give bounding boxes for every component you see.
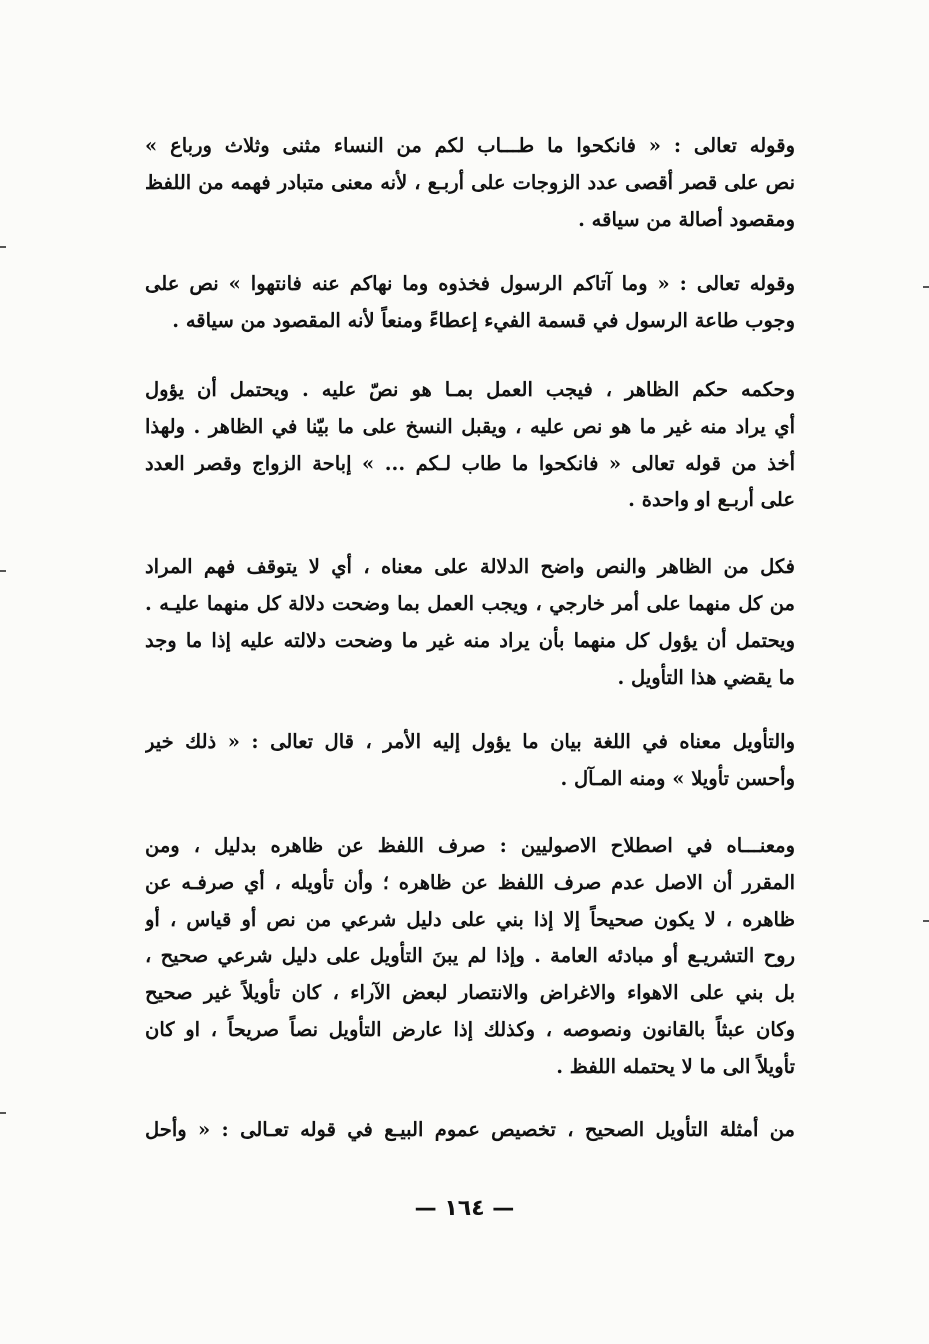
text-line: وجوب طاعة الرسول في قسمة الفيء إعطاءً ومنعاً لأنه المقصود من سياقه . bbox=[172, 309, 795, 333]
text-line: على أربـع او واحدة . bbox=[628, 488, 795, 512]
text-line: ظاهره ، لا يكون صحيحاً إلا إذا بني على دليل شرعي من نص أو قياس ، أو bbox=[145, 907, 795, 931]
scan-edge-mark bbox=[0, 570, 6, 572]
text-line: بل بني على الاهواء والاغراض والانتصار لبعض الآراء ، كان تأويلاً غير صحيح bbox=[145, 981, 795, 1005]
paragraph-6 bbox=[145, 828, 795, 1086]
text-line: أخذ من قوله تعالى « فانكحوا ما طاب لـكم ... » إباحة الزواج وقصر العدد bbox=[145, 451, 795, 475]
text-line: ما يقضي هذا التأويل . bbox=[617, 665, 795, 689]
text-line: وقوله تعالى : « وما آتاكم الرسول فخذوه وما نهاكم عنه فانتهوا » نص على bbox=[145, 272, 795, 296]
paragraph-4 bbox=[145, 549, 795, 696]
text-line: ويحتمل أن يؤول كل منهما بأن يراد منه غير ما وضحت دلالته عليه إذا ما وجد bbox=[145, 628, 795, 652]
scan-edge-mark bbox=[923, 286, 929, 288]
paragraph-2 bbox=[145, 266, 795, 340]
text-line: روح التشريـع أو مبادئه العامة . وإذا لم يبنَ التأويل على دليل شرعي صحيح ، bbox=[145, 944, 795, 968]
page-number: — ١٦٤ — bbox=[414, 1196, 515, 1221]
text-line: ومقصود أصالة من سياقه . bbox=[578, 207, 795, 231]
text-line: نص على قصر أقصى عدد الزوجات على أربـع ، لأنه معنى متبادر فهمه من اللفظ bbox=[145, 170, 795, 194]
scan-edge-mark bbox=[923, 920, 929, 922]
text-line: المقرر أن الاصل عدم صرف اللفظ عن ظاهره ؛ وأن تأويله ، أي صرفـه عن bbox=[145, 870, 795, 894]
text-line: من أمثلة التأويل الصحيح ، تخصيص عموم البيـع في قوله تعـالى : « وأحل bbox=[145, 1117, 795, 1141]
scan-edge-mark bbox=[0, 1112, 6, 1114]
text-line: وأحسن تأويلا » ومنه المـآل . bbox=[560, 767, 795, 791]
document-body bbox=[145, 128, 795, 1174]
text-line: فكل من الظاهر والنص واضح الدلالة على معناه ، أي لا يتوقف فهم المراد bbox=[145, 555, 795, 579]
text-line: وحكمه حكم الظاهر ، فيجب العمل بمـا هو نصّ عليه . ويحتمل أن يؤول bbox=[145, 377, 795, 401]
paragraph-7 bbox=[145, 1112, 795, 1149]
text-line: ومعنـــاه في اصطلاح الاصوليين : صرف اللفظ عن ظاهره بدليل ، ومن bbox=[145, 833, 795, 857]
text-line: من كل منهما على أمر خارجي ، ويجب العمل بما وضحت دلالة كل منهما عليـه . bbox=[145, 591, 795, 615]
text-line: تأويلاً الى ما لا يحتمله اللفظ . bbox=[556, 1054, 795, 1078]
text-line: وقوله تعالى : « فانكحوا ما طـــاب لكم من النساء مثنى وثلاث ورباع » bbox=[145, 134, 795, 157]
paragraph-5 bbox=[145, 724, 795, 798]
text-line: والتأويل معناه في اللغة بيان ما يؤول إليه الأمر ، قال تعالى : « ذلك خير bbox=[145, 730, 795, 754]
text-line: وكان عبثاً بالقانون ونصوصه ، وكذلك إذا عارض التأويل نصاً صريحاً ، او كان bbox=[145, 1017, 795, 1041]
scan-edge-mark bbox=[0, 246, 6, 248]
paragraph-1 bbox=[145, 128, 795, 238]
paragraph-3 bbox=[145, 372, 795, 519]
text-line: أي يراد منه غير ما هو نص عليه ، ويقبل النسخ على ما بيّنا في الظاهر . ولهذا bbox=[145, 414, 795, 438]
